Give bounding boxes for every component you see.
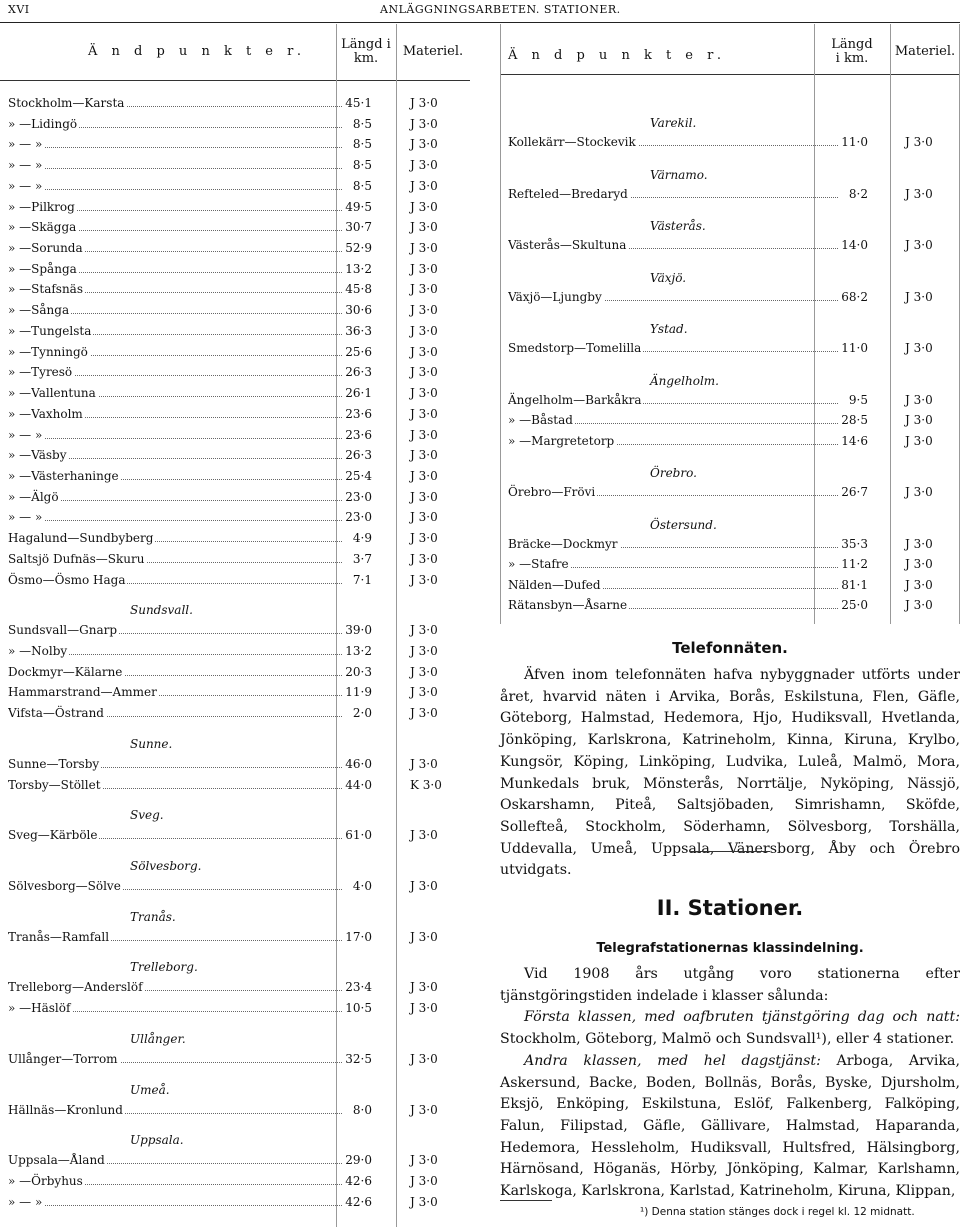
length-cell: 35·3 — [841, 536, 868, 551]
table-row — [0, 998, 470, 1018]
endpoint-cell: » —Båstad — [508, 413, 573, 427]
group-heading: Ystad. — [650, 322, 688, 336]
table-row — [0, 445, 470, 465]
material-cell: J 3·0 — [410, 828, 438, 843]
endpoint-cell: Sundsvall—Gnarp — [8, 623, 118, 638]
endpoint-cell: » — » — [8, 1194, 43, 1209]
material-cell: J 3·0 — [410, 644, 438, 658]
telefonnaten-text — [500, 665, 960, 882]
endpoint-cell: Bräcke—Dockmyr — [508, 536, 618, 551]
material-cell: K 3·0 — [410, 777, 442, 792]
leader-dots — [8, 189, 342, 190]
endpoint-cell: » —Väsby — [8, 448, 67, 463]
group-heading: Trelleborg. — [130, 960, 198, 975]
material-cell: J 3·0 — [410, 572, 438, 587]
table-row — [0, 570, 470, 590]
table-row — [0, 487, 470, 507]
table-row — [0, 825, 470, 845]
endpoint-cell: Uppsala—Åland — [8, 1153, 105, 1168]
endpoint-cell: » —Spånga — [8, 261, 77, 276]
table-row — [0, 155, 470, 175]
length-cell: 8·5 — [352, 178, 372, 193]
length-header-line2: km. — [353, 51, 379, 66]
klassindelning-heading: Telegrafstationernas klassindelning. — [596, 941, 864, 956]
length-cell: 52·9 — [345, 241, 372, 256]
material-cell: J 3·0 — [410, 664, 438, 679]
material-cell: J 3·0 — [410, 551, 438, 566]
length-cell: 32·5 — [345, 1051, 372, 1066]
table-row — [0, 114, 470, 134]
table-row — [500, 390, 960, 410]
endpoint-cell: » —Lidingö — [8, 116, 78, 131]
table-row — [0, 703, 470, 723]
endpoint-cell: Trelleborg—Anderslöf — [8, 980, 143, 995]
table-row — [0, 977, 470, 997]
material-cell: J 3·0 — [410, 365, 438, 380]
material-cell: J 3·0 — [410, 510, 438, 525]
table-row — [0, 927, 470, 947]
length-cell: 23·6 — [345, 427, 372, 442]
material-cell: J 3·0 — [410, 623, 438, 638]
endpoint-cell: Saltsjö Dufnäs—Skuru — [8, 551, 145, 566]
material-cell: J 3·0 — [410, 531, 438, 546]
material-cell: J 3·0 — [905, 186, 933, 201]
table-row — [0, 342, 470, 362]
endpoint-cell: » —Örbyhus — [8, 1174, 83, 1189]
length-cell: 23·0 — [345, 510, 372, 525]
first-class-text: Stockholm, Göteborg, Malmö och Sundsvall¹), eller 4 stationer. — [500, 1031, 955, 1048]
endpoint-cell: Sveg—Kärböle — [8, 828, 98, 843]
material-cell: J 3·0 — [410, 158, 438, 173]
length-cell: 42·6 — [345, 1174, 372, 1189]
endpoint-cell: Kollekärr—Stockevik — [508, 135, 636, 149]
material-cell: J 3·0 — [410, 879, 438, 894]
table-row — [500, 482, 960, 502]
endpoint-cell: Refteled—Bredaryd — [508, 186, 628, 201]
material-cell: J 3·0 — [410, 406, 438, 421]
endpoint-cell: » —Vaxholm — [8, 406, 83, 421]
length-cell: 29·0 — [345, 1153, 372, 1168]
material-cell: J 3·0 — [410, 344, 438, 359]
material-cell: J 3·0 — [905, 238, 933, 252]
endpoint-cell: Hällnäs—Kronlund — [8, 1102, 123, 1117]
length-cell: 11·9 — [345, 685, 372, 700]
table-row — [0, 383, 470, 403]
length-cell: 26·3 — [345, 365, 372, 380]
group-heading: Varekil. — [650, 116, 697, 130]
table-row — [0, 549, 470, 569]
length-cell: 13·2 — [345, 261, 372, 276]
endpoint-cell: Vifsta—Östrand — [8, 706, 104, 721]
endpoint-cell: » —Sånga — [8, 303, 70, 318]
endpoint-cell: » —Västerhaninge — [8, 468, 119, 483]
endpoint-cell: » —Stafre — [508, 557, 569, 571]
material-cell: J 3·0 — [410, 282, 438, 297]
endpoint-cell: » —Tynningö — [8, 344, 88, 359]
table-row — [500, 431, 960, 451]
first-class-label: Första klassen, med oafbruten tjänstgöring dag och natt: — [524, 1009, 960, 1026]
running-head — [0, 3, 960, 19]
group-heading: Ullånger. — [130, 1031, 186, 1046]
table-row — [0, 238, 470, 258]
material-cell: J 3·0 — [410, 685, 438, 700]
table-row — [0, 1049, 470, 1069]
endpoint-cell: Smedstorp—Tomelilla — [508, 341, 642, 355]
material-cell: J 3·0 — [410, 427, 438, 442]
table-row — [0, 134, 470, 154]
table-row — [0, 259, 470, 279]
endpoint-cell: » —Margretetorp — [508, 433, 615, 448]
material-cell: J 3·0 — [410, 980, 438, 995]
material-cell: J 3·0 — [410, 1102, 438, 1117]
material-cell: J 3·0 — [905, 536, 933, 551]
endpoint-cell: Hagalund—Sundbyberg — [8, 531, 154, 546]
endpoint-cell: Torsby—Stöllet — [8, 777, 101, 792]
length-cell: 23·6 — [345, 406, 372, 421]
length-cell: 11·0 — [841, 341, 868, 355]
length-cell: 26·3 — [345, 448, 372, 463]
length-cell: 9·5 — [848, 392, 868, 407]
material-cell: J 3·0 — [905, 598, 933, 612]
material-cell: J 3·0 — [410, 303, 438, 318]
table-row — [0, 1171, 470, 1191]
endpoint-cell: » — » — [8, 427, 43, 442]
endpoint-cell: » —Skägga — [8, 220, 77, 235]
endpoints-header: Ä n d p u n k t e r. — [88, 44, 307, 59]
endpoint-cell: » —Älgö — [8, 489, 59, 504]
length-cell: 44·0 — [345, 777, 372, 792]
length-cell: 23·0 — [345, 489, 372, 504]
endpoint-cell: » —Stafsnäs — [8, 282, 83, 297]
length-header-line1: Längd — [831, 37, 873, 52]
material-cell: J 3·0 — [410, 178, 438, 193]
leader-dots — [8, 147, 342, 148]
stationer-intro: Vid 1908 års utgång voro stationerna efter tjänstgöringstiden indelade i klasser sålunda: — [500, 966, 960, 1004]
length-cell: 14·6 — [841, 433, 868, 448]
length-cell: 8·5 — [352, 137, 372, 152]
material-cell: J 3·0 — [905, 135, 933, 149]
length-cell: 61·0 — [345, 828, 372, 843]
length-cell: 13·2 — [345, 644, 372, 658]
length-cell: 36·3 — [345, 323, 372, 338]
material-cell: J 3·0 — [410, 706, 438, 721]
material-cell: J 3·0 — [410, 220, 438, 235]
leader-dots — [8, 168, 342, 169]
table-row — [500, 595, 960, 615]
right-table-header — [500, 24, 960, 75]
endpoint-cell: Sölvesborg—Sölve — [8, 879, 121, 894]
leader-dots — [8, 520, 342, 521]
length-cell: 30·7 — [345, 220, 372, 235]
table-row — [0, 176, 470, 196]
table-row — [0, 300, 470, 320]
group-heading: Örebro. — [650, 466, 697, 480]
endpoint-cell: » — » — [8, 137, 43, 152]
left-table-header — [0, 24, 470, 81]
material-cell: J 3·0 — [410, 386, 438, 401]
endpoint-cell: Tranås—Ramfall — [8, 929, 110, 944]
material-cell: J 3·0 — [905, 341, 933, 355]
stationer-heading: II. Stationer. — [656, 896, 804, 920]
second-class-label: Andra klassen, med hel dagstjänst: — [524, 1052, 821, 1069]
material-cell: J 3·0 — [410, 199, 438, 214]
top-rule — [0, 22, 960, 23]
material-cell: J 3·0 — [410, 468, 438, 483]
material-cell: J 3·0 — [905, 433, 933, 448]
table-row — [500, 287, 960, 307]
table-row — [0, 682, 470, 702]
endpoint-cell: Rätansbyn—Åsarne — [508, 598, 628, 612]
material-cell: J 3·0 — [410, 1153, 438, 1168]
endpoint-cell: » —Tungelsta — [8, 323, 92, 338]
material-header: Materiel. — [894, 44, 956, 59]
footnote-rule — [500, 1200, 552, 1201]
material-cell: J 3·0 — [410, 241, 438, 256]
length-cell: 46·0 — [345, 756, 372, 771]
table-row — [0, 528, 470, 548]
group-heading: Sunne. — [130, 736, 173, 751]
running-title: ANLÄGGNINGSARBETEN. STATIONER. — [380, 3, 621, 16]
second-class-text: Arboga, Arvika, Askersund, Backe, Boden, Bollnäs, Borås, Byske, Djursholm, Eksjö, Enköping, Eskilstuna, Eslöf, Falkenberg, Falköping, Falun, Filipstad, Gäfle, Gällivare, Halmstad, Haparanda, Hedemora, Hessleholm, Hudiksvall, Hultsfred, Hälsingborg, Härnösand, Höganäs, Hörby, Jönköping, Kalmar, Karlshamn, Karlskoga, Karlskrona, Karlstad, Katrineholm, Kiruna, Klippan, — [500, 1052, 960, 1200]
length-cell: 39·0 — [345, 623, 372, 638]
table-row — [0, 321, 470, 341]
table-row — [0, 620, 470, 640]
length-header — [336, 38, 396, 66]
group-heading: Sölvesborg. — [130, 859, 202, 874]
material-cell: J 3·0 — [410, 1001, 438, 1016]
length-cell: 10·5 — [345, 1001, 372, 1016]
table-row — [500, 132, 960, 152]
endpoint-cell: Västerås—Skultuna — [508, 238, 627, 252]
length-cell: 4·9 — [352, 531, 372, 546]
length-cell: 81·1 — [841, 577, 868, 592]
length-header — [814, 38, 890, 66]
length-cell: 28·5 — [841, 413, 868, 427]
table-row — [500, 410, 960, 430]
telefonnaten-body: Äfven inom telefonnäten hafva nybyggnader utförts under året, hvarvid näten i Arvika, Borås, Eskilstuna, Flen, Gäfle, Göteborg, Halmstad, Hedemora, Hjo, Hudiksvall, Hvetlanda, Jönköping, Karlskrona, Katrineholm, Kinna, Kiruna, Krylbo, Kungsör, Köping, Linköping, Ludvika, Luleå, Malmö, Mora, Munkedals bruk, Mönsterås, Norrtälje, Nyköping, Nässjö, Oskarshamn, Piteå, Saltsjöbaden, Simrishamn, Sköfde, Sollefteå, Stockholm, Söderhamn, Sölvesborg, Torshälla, Uddevalla, Umeå, Uppsala, Vänersborg, Åby och Örebro utvidgats. — [500, 667, 960, 879]
material-cell: J 3·0 — [905, 485, 933, 499]
material-cell: J 3·0 — [905, 413, 933, 427]
length-cell: 8·5 — [352, 158, 372, 173]
telefonnaten-heading: Telefonnäten. — [672, 639, 788, 657]
material-cell: J 3·0 — [905, 557, 933, 571]
material-cell: J 3·0 — [410, 137, 438, 152]
group-heading: Västerås. — [650, 219, 706, 233]
material-cell: J 3·0 — [410, 323, 438, 338]
length-cell: 25·0 — [841, 598, 868, 612]
length-cell: 3·7 — [352, 551, 372, 566]
length-cell: 11·0 — [841, 135, 868, 149]
material-cell: J 3·0 — [410, 756, 438, 771]
endpoint-cell: » —Tyresö — [8, 365, 73, 380]
length-cell: 8·2 — [848, 186, 868, 201]
table-row — [500, 184, 960, 204]
right-table — [500, 24, 960, 1200]
group-heading: Tranås. — [130, 909, 176, 924]
group-heading: Sveg. — [130, 808, 164, 823]
table-row — [0, 754, 470, 774]
length-header-line1: Längd i — [341, 37, 391, 52]
table-row — [500, 534, 960, 554]
endpoint-cell: Sunne—Torsby — [8, 756, 100, 771]
length-cell: 68·2 — [841, 289, 868, 304]
section-divider — [690, 851, 770, 852]
endpoint-cell: Ullånger—Torrom — [8, 1051, 118, 1066]
material-cell: J 3·0 — [410, 1174, 438, 1189]
endpoint-cell: Hammarstrand—Ammer — [8, 685, 157, 700]
table-row — [0, 662, 470, 682]
endpoint-cell: Växjö—Ljungby — [508, 289, 602, 304]
material-cell: J 3·0 — [410, 116, 438, 131]
group-heading: Umeå. — [130, 1082, 170, 1097]
endpoint-cell: Nälden—Dufed — [508, 577, 601, 592]
endpoint-cell: » —Vallentuna — [8, 386, 96, 401]
table-row — [0, 279, 470, 299]
endpoint-cell: Ängelholm—Barkåkra — [508, 392, 642, 407]
leader-dots — [8, 1205, 342, 1206]
table-row — [0, 775, 470, 795]
material-cell: J 3·0 — [905, 392, 933, 407]
material-cell: J 3·0 — [905, 577, 933, 592]
table-row — [0, 217, 470, 237]
left-table — [0, 24, 470, 1209]
table-row — [0, 404, 470, 424]
table-row — [0, 425, 470, 445]
length-cell: 20·3 — [345, 664, 372, 679]
group-heading: Sundsvall. — [130, 603, 193, 618]
table-row — [500, 575, 960, 595]
footnote: ¹) Denna station stänges dock i regel kl. 12 midnatt. — [640, 1206, 915, 1218]
material-cell: J 3·0 — [410, 1194, 438, 1209]
material-cell: J 3·0 — [410, 489, 438, 504]
table-row — [0, 197, 470, 217]
group-heading: Östersund. — [650, 517, 717, 532]
material-cell: J 3·0 — [410, 261, 438, 276]
table-row — [0, 1150, 470, 1170]
material-cell: J 3·0 — [410, 929, 438, 944]
table-row — [500, 235, 960, 255]
endpoint-cell: » — » — [8, 178, 43, 193]
length-cell: 26·1 — [345, 386, 372, 401]
length-header-line2: i km. — [835, 51, 869, 66]
material-cell: J 3·0 — [410, 1051, 438, 1066]
table-row — [0, 466, 470, 486]
table-row — [500, 338, 960, 358]
material-header: Materiel. — [402, 44, 464, 59]
length-cell: 17·0 — [345, 929, 372, 944]
stationer-text — [500, 964, 960, 1203]
endpoint-cell: » —Nolby — [8, 644, 68, 658]
length-cell: 8·0 — [352, 1102, 372, 1117]
group-heading: Uppsala. — [130, 1133, 184, 1148]
endpoint-cell: Stockholm—Karsta — [8, 96, 125, 110]
length-cell: 7·1 — [352, 572, 372, 587]
table-row — [0, 1100, 470, 1120]
length-cell: 14·0 — [841, 238, 868, 252]
endpoint-cell: Ösmo—Ösmo Haga — [8, 572, 126, 587]
endpoint-cell: » — » — [8, 510, 43, 525]
group-heading: Ängelholm. — [650, 373, 719, 388]
length-cell: 30·6 — [345, 303, 372, 318]
length-cell: 26·7 — [841, 485, 868, 499]
length-cell: 23·4 — [345, 980, 372, 995]
table-row — [0, 507, 470, 527]
length-cell: 45·8 — [345, 282, 372, 297]
length-cell: 49·5 — [345, 199, 372, 214]
group-heading: Växjö. — [650, 270, 687, 285]
table-row — [0, 362, 470, 382]
table-row — [0, 93, 470, 113]
endpoints-header: Ä n d p u n k t e r. — [508, 48, 727, 63]
group-heading: Värnamo. — [650, 167, 708, 182]
length-cell: 4·0 — [352, 879, 372, 894]
length-cell: 11·2 — [841, 557, 868, 571]
endpoint-cell: » —Sorunda — [8, 241, 83, 256]
endpoint-cell: » —Häslöf — [8, 1001, 71, 1016]
leader-dots — [8, 438, 342, 439]
page-number: XVI — [8, 3, 30, 16]
material-cell: J 3·0 — [410, 96, 438, 110]
length-cell: 8·5 — [352, 116, 372, 131]
endpoint-cell: » — » — [8, 158, 43, 173]
table-row — [500, 554, 960, 574]
endpoint-cell: Örebro—Frövi — [508, 485, 596, 499]
table-row — [0, 641, 470, 661]
length-cell: 42·6 — [345, 1194, 372, 1209]
material-cell: J 3·0 — [905, 289, 933, 304]
length-cell: 25·6 — [345, 344, 372, 359]
length-cell: 45·1 — [345, 96, 372, 110]
length-cell: 2·0 — [352, 706, 372, 721]
length-cell: 25·4 — [345, 468, 372, 483]
material-cell: J 3·0 — [410, 448, 438, 463]
endpoint-cell: Dockmyr—Kälarne — [8, 664, 123, 679]
table-row — [0, 876, 470, 896]
endpoint-cell: » —Pilkrog — [8, 199, 75, 214]
table-row — [0, 1192, 470, 1212]
